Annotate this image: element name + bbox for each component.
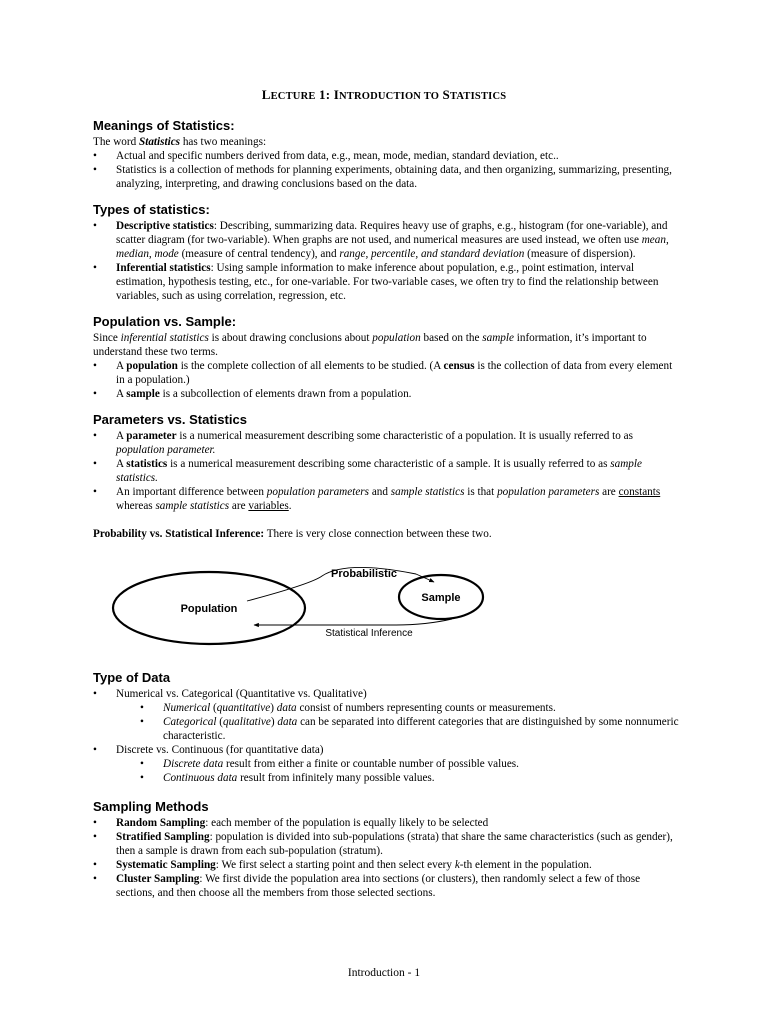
list-item: • Discrete vs. Continuous (for quantitative data) • Discrete data result from either a finite or countable number of possible values. • Continuous data result from infinitely many possible values. (93, 743, 681, 785)
list-item: • Random Sampling: each member of the population is equally likely to be selected (93, 816, 681, 830)
list-item: • Cluster Sampling: We first divide the population area into sections (or clusters), then randomly select a few of those sections, and then choose all the members from those selected sections. (93, 872, 681, 900)
section-heading: Meanings of Statistics: (93, 118, 235, 133)
probability-paragraph: Probability vs. Statistical Inference: There is very close connection between these two. (93, 528, 492, 540)
list-item: • Numerical (quantitative) data consist of numbers representing counts or measurements. (93, 701, 681, 715)
section-parameters (93, 412, 681, 513)
list-item: • A sample is a subcollection of elements drawn from a population. (93, 387, 681, 401)
paragraph: The word Statistics has two meanings: (93, 136, 267, 148)
list-item: • Statistics is a collection of methods for planning experiments, obtaining data, and then organizing, summarizing, presenting, analyzing, interpreting, and drawing conclusions based on the data. (93, 163, 681, 191)
section-sampling (93, 799, 681, 900)
probabilistic-label: Probabilistic (330, 568, 398, 580)
population-sample-diagram (106, 558, 666, 648)
section-population-sample (93, 314, 681, 401)
section-heading: Parameters vs. Statistics (93, 412, 247, 427)
list-item: • A parameter is a numerical measurement describing some characteristic of a population. It is usually referred to as population parameter. (93, 429, 681, 457)
list-item: • Stratified Sampling: population is divided into sub-populations (strata) that share the same characteristics (such as gender), then a sample is drawn from each sub-population (stratum). (93, 830, 681, 858)
bullet-list (93, 359, 681, 401)
document-body (93, 118, 681, 911)
page-footer: Introduction - 1 (347, 967, 421, 979)
section-meanings (93, 118, 681, 191)
list-item: • A statistics is a numerical measurement describing some characteristic of a sample. It is usually referred to as sample statistics. (93, 457, 681, 485)
bullet-list (93, 149, 681, 191)
section-data-types (93, 670, 681, 785)
list-item: • An important difference between population parameters and sample statistics is that population parameters are constants whereas sample statistics are variables. (93, 485, 681, 513)
list-item: • A population is the complete collection of all elements to be studied. (A census is the collection of data from every element in a population.) (93, 359, 681, 387)
sub-bullet-list (93, 701, 681, 743)
section-heading: Types of statistics: (93, 202, 210, 217)
bullet-list (93, 219, 681, 303)
list-item: • Categorical (qualitative) data can be separated into different categories that are distinguished by some nonnumeric characteristic. (93, 715, 681, 743)
paragraph: Since inferential statistics is about drawing conclusions about population based on the sample information, it’s important to understand these two terms. (93, 332, 647, 358)
list-item: • Discrete data result from either a finite or countable number of possible values. (93, 757, 681, 771)
section-heading: Type of Data (93, 670, 171, 685)
list-item: • Inferential statistics: Using sample information to make inference about population, e.g., point estimation, interval estimation, hypothesis testing, etc., for one-variable. For two-variable cases, we often try to find the relationship between variables, such as using correlation, regression, etc. (93, 261, 681, 303)
section-types (93, 202, 681, 303)
list-item: • Continuous data result from infinitely many possible values. (93, 771, 681, 785)
section-heading: Population vs. Sample: (93, 314, 237, 329)
list-item: • Systematic Sampling: We first select a starting point and then select every k-th element in the population. (93, 858, 681, 872)
bullet-list (93, 816, 681, 900)
bullet-list (93, 687, 681, 785)
list-item: • Actual and specific numbers derived from data, e.g., mean, mode, median, standard deviation, etc.. (93, 149, 681, 163)
list-item: • Descriptive statistics: Describing, summarizing data. Requires heavy use of graphs, e.g., histogram (for one-variable), and scatter diagram (for two-variable). When graphs are not used, and numerical measures are used instead, we often use mean, median, mode (measure of central tendency), and range, percentile, and standard deviation (measure of dispersion). (93, 219, 681, 261)
inference-label: Statistical Inference (325, 628, 413, 639)
inference-arrow (254, 619, 452, 625)
sub-bullet-list (93, 757, 681, 785)
list-item: • Numerical vs. Categorical (Quantitative vs. Qualitative) • Numerical (quantitative) data consist of numbers representing counts or measurements. • Categorical (qualitative) data can be separated into different categories that are distinguished by some nonnumeric characteristic. (93, 687, 681, 743)
population-label: Population (180, 603, 238, 615)
lecture-title: LECTURE 1: INTRODUCTION TO STATISTICS (261, 87, 507, 102)
bullet-list (93, 429, 681, 513)
section-heading: Sampling Methods (93, 799, 209, 814)
sample-label: Sample (421, 592, 461, 604)
